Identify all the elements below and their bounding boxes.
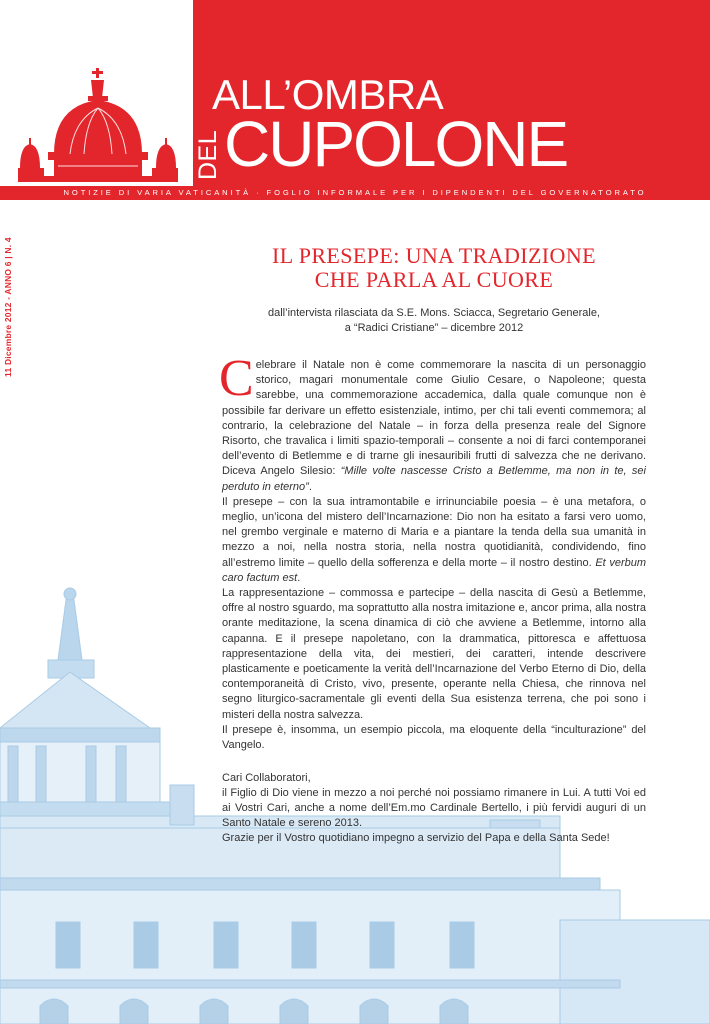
latin-quote: Et verbum caro factum est xyxy=(222,556,646,584)
paragraph-2-text: Il presepe – con la sua intramontabile e irrinunciabile poesia – è una metafora, o meglio, un’icona del mistero dell’Incarnazione: Dio non ha esitato a farsi vero uomo, nel grembo verginale e materno di Maria e a piantare la tenda della sua umanità in mezzo a noi, nella nostra storia, nella nostra quotidianità, condividendo, fino all’estremo limite – quello della sofferenza e della morte – il nostro destino. xyxy=(222,495,646,569)
article-paragraph-4: Il presepe è, insomma, un esempio piccola, ma eloquente della “inculturazione” del Vangelo. xyxy=(222,723,646,752)
paragraph-1-end: . xyxy=(308,480,312,493)
issue-info: 11 Dicembre 2012 - ANNO 6 | N. 4 xyxy=(3,237,13,377)
article-body xyxy=(219,350,646,753)
article-source-line-1: dall’intervista rilasciata da S.E. Mons. Sciacca, Segretario Generale, xyxy=(268,307,600,319)
masthead-tagline: NOTIZIE DI VARIA VATICANITÀ · FOGLIO INFORMALE PER I DIPENDENTI DEL GOVERNATORATO xyxy=(0,186,710,200)
article-headline xyxy=(222,244,646,292)
article-source-line-2: a “Radici Cristiane” – dicembre 2012 xyxy=(344,322,524,334)
article-headline-line-2: CHE PARLA AL CUORE xyxy=(314,267,554,292)
masthead xyxy=(0,0,710,210)
article-paragraph-2 xyxy=(222,495,646,586)
closing-text: il Figlio di Dio viene in mezzo a noi perché noi possiamo rimanere in Lui. A tutti Voi ed ai Vostri Cari, anche a nome dell’Em.mo Cardinale Bertello, i più fervidi auguri di un Santo Natale e sereno 2013. xyxy=(222,787,646,830)
masthead-title-top: ALL’OMBRA xyxy=(212,71,444,118)
article-paragraph-3: La rappresentazione – commossa e partecipe – della nascita di Gesù a Betlemme, offre al nostro sguardo, ma soprattutto alla nostra imitazione e, ancor prima, alla nostra orante meditazione, la scena dinamica di ciò che avviene a Betlemme, intorno alla capanna. E il presepe napoletano, con la drammatica, pittoresca e affettuosa rappresentazione della vita, dei mestieri, dei caratteri, intende descrivere plasticamente e poeticamente la verità dell’Incarnazione del Verbo Eterno di Dio, della contemporaneità di Cristo, vivo, presente, operante nella Chiesa, che rinnova nel segno liturgico-sacramentale gli eventi della Sua esistenza terrena, che poi sono i misteri della nostra salvezza. xyxy=(222,587,646,721)
article xyxy=(219,243,646,846)
paragraph-1-text: elebrare il Natale non è come commemorare la nascita di un personaggio storico, magari monumentale come Giulio Cesare, o Napoleone; questa sarebbe, una commemorazione accademica, dalla quale comunque non è possibile far derivare un effetto esistenziale, intimo, per chi tali eventi commemora; al contrario, la celebrazione del Natale – in forza della presenza reale del Signore Risorto, che travalica i limiti spazio-temporali – consente a noi di farci contemporanei dell’evento di Betlemme e di trarne gli inesauribili frutti di salvezza che ne derivano. Diceva Angelo Silesio: xyxy=(222,359,646,478)
article-headline-line-1: IL PRESEPE: UNA TRADIZIONE xyxy=(272,243,596,268)
closing-message xyxy=(222,771,646,846)
drop-cap: C xyxy=(219,350,254,407)
masthead-title-del: DEL xyxy=(194,129,222,180)
paragraph-2-end: . xyxy=(297,571,301,584)
closing-salutation: Cari Collaboratori, xyxy=(222,772,311,785)
article-paragraph-1 xyxy=(219,350,646,495)
article-source xyxy=(222,306,646,336)
closing-thanks: Grazie per il Vostro quotidiano impegno a servizio del Papa e della Santa Sede! xyxy=(222,832,610,845)
masthead-title-main: CUPOLONE xyxy=(224,108,568,180)
silesio-quote: “Mille volte nascesse Cristo a Betlemme, ma non in te, sei perduto in eterno” xyxy=(222,465,646,493)
dome-icon xyxy=(18,68,178,184)
